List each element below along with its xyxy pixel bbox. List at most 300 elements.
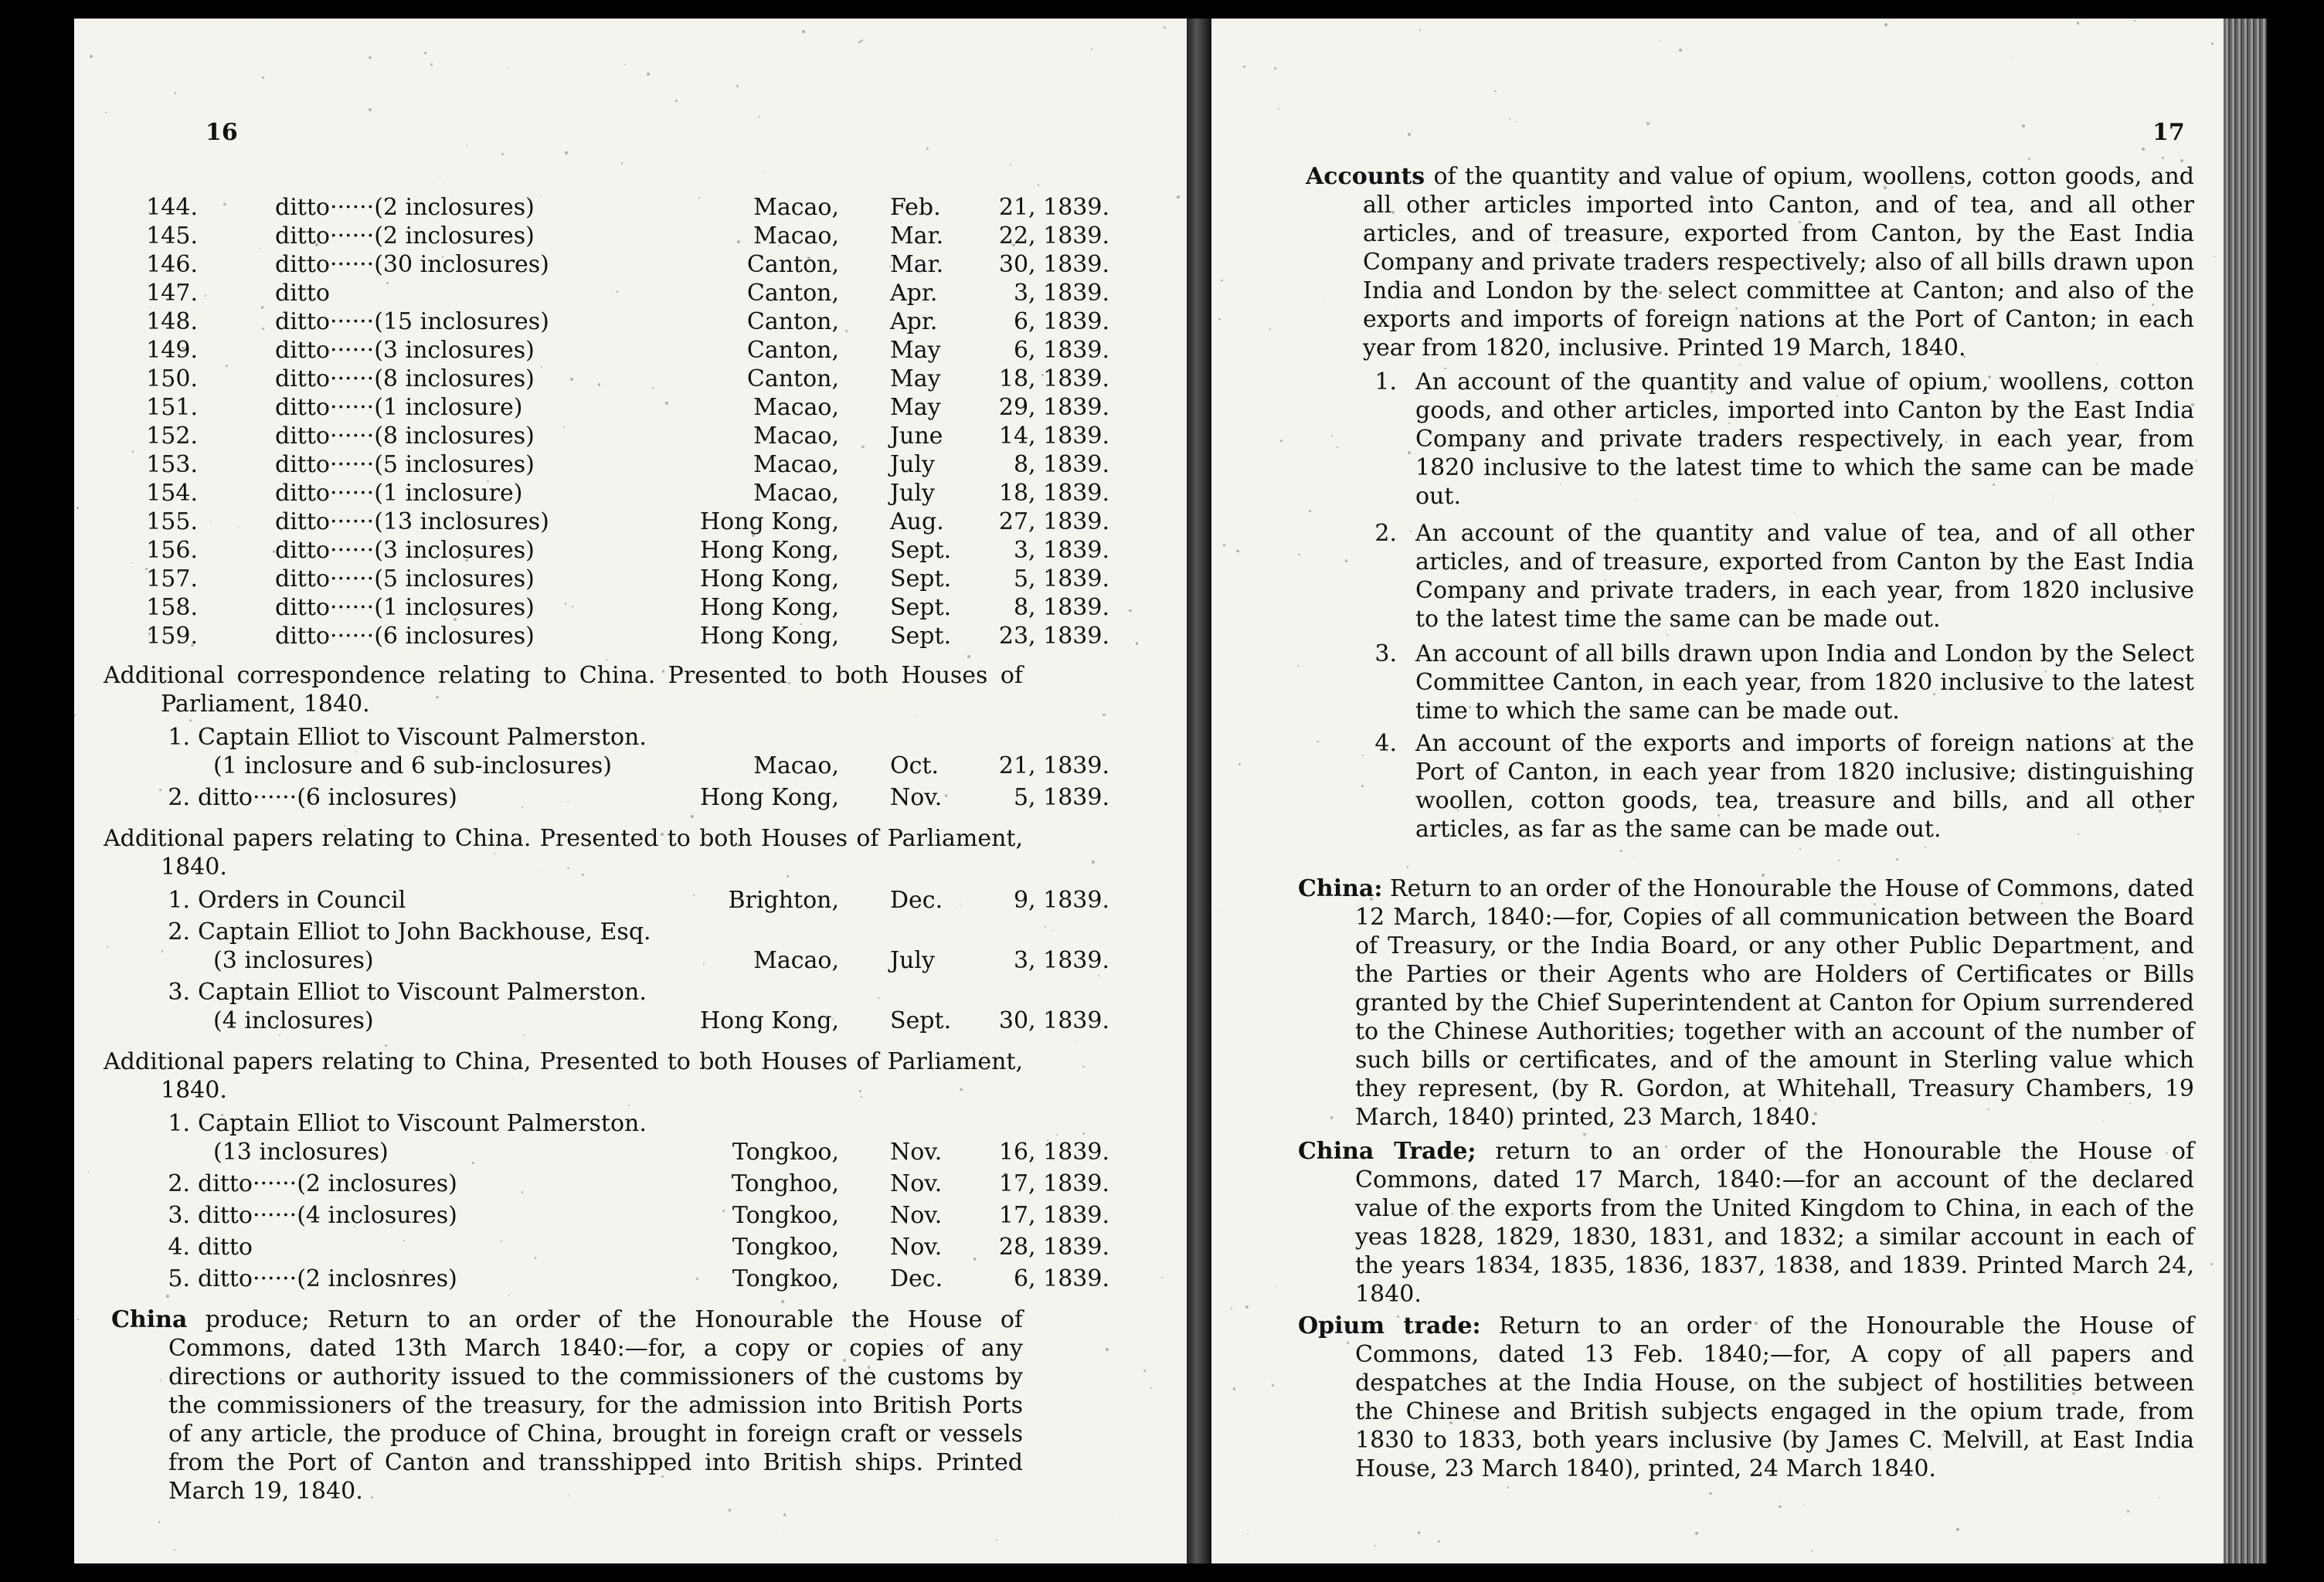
print-speck: [257, 20, 258, 21]
entry-date: 14, 1839.: [998, 423, 1109, 450]
print-speck: [2159, 1497, 2160, 1499]
print-speck: [1515, 121, 1516, 122]
entry-description: ditto······(15 inclosures): [275, 308, 549, 335]
print-speck: [661, 1475, 664, 1478]
account-item-number: 1.: [1374, 368, 1397, 396]
entry-date: 18, 1839.: [998, 365, 1109, 392]
print-speck: [1838, 860, 1840, 861]
print-speck: [1362, 755, 1364, 756]
account-item-text: An account of the quantity and value of opium, woollens, cotton goods, and other articles, imported into Canton by the East India Company and private traders respectively, in each year, from 1820 inclusive to the latest time to which the same can be made out.: [1415, 368, 2194, 510]
entry-description: ditto······(13 inclosures): [275, 508, 549, 535]
entry-month: Feb.: [890, 194, 941, 221]
account-item-number: 2.: [1374, 520, 1397, 547]
print-speck: [2103, 957, 2105, 959]
print-speck: [1164, 26, 1166, 29]
entry-number: 150.: [146, 365, 198, 392]
print-speck: [1317, 741, 1318, 742]
correspondence-entry: [74, 193, 1187, 222]
print-speck: [1739, 364, 1741, 365]
print-speck: [1408, 451, 1411, 454]
print-speck: [1799, 221, 1801, 223]
print-speck: [1018, 1179, 1021, 1182]
accounts-lead: Accounts: [1306, 163, 1425, 190]
print-speck: [1474, 1353, 1475, 1354]
print-speck: [736, 85, 739, 87]
correspondence-entry: [74, 422, 1187, 450]
print-speck: [878, 997, 879, 999]
item-description: (4 inclosures): [213, 1007, 374, 1034]
entry-month: Sept.: [890, 623, 952, 650]
correspondence-entry: [74, 479, 1187, 508]
print-speck: [759, 116, 760, 117]
print-speck: [1280, 440, 1283, 442]
item-place: Hong Kong,: [699, 784, 839, 811]
print-speck: [522, 806, 523, 808]
print-speck: [1163, 980, 1164, 981]
print-speck: [1098, 975, 1099, 976]
print-speck: [2166, 1153, 2167, 1154]
print-speck: [1041, 374, 1044, 376]
print-speck: [1272, 1384, 1274, 1387]
print-speck: [457, 402, 460, 405]
print-speck: [2072, 1392, 2075, 1395]
entry-month: May: [890, 337, 941, 364]
print-speck: [1370, 898, 1373, 901]
print-speck: [1659, 40, 1660, 41]
print-speck: [2210, 1263, 2213, 1265]
print-speck: [783, 1513, 787, 1516]
print-speck: [1779, 1506, 1781, 1508]
entry-place: Hong Kong,: [699, 623, 839, 650]
print-speck: [1709, 1492, 1711, 1495]
entry-month: Apr.: [890, 308, 938, 335]
entry-month: Mar.: [890, 251, 944, 278]
entry-month: Sept.: [890, 537, 952, 564]
print-speck: [1269, 328, 1271, 330]
print-speck: [315, 243, 318, 246]
entry-description: ditto······(6 inclosures): [275, 623, 535, 650]
account-item-1: [1351, 368, 2194, 511]
entry-date: 30, 1839.: [998, 251, 1109, 278]
print-speck: [1092, 861, 1094, 863]
print-speck: [474, 924, 475, 925]
print-speck: [1956, 1528, 1959, 1531]
entry-month: Apr.: [890, 280, 938, 307]
entry-date: 8, 1839.: [1013, 594, 1109, 621]
china-trade-entry: [1298, 1137, 2194, 1309]
account-item-number: 3.: [1374, 640, 1397, 667]
section-heading: [104, 1047, 1023, 1105]
print-speck: [2132, 1182, 2135, 1185]
item-title: Captain Elliot to John Backhouse, Esq.: [198, 918, 651, 945]
print-speck: [1633, 856, 1634, 857]
china-lead: China:: [1298, 875, 1383, 902]
print-speck: [226, 365, 228, 367]
print-speck: [624, 64, 625, 65]
print-speck: [279, 1034, 280, 1036]
entry-date: 3, 1839.: [1013, 537, 1109, 564]
print-speck: [1056, 1134, 1058, 1136]
entry-date: 22, 1839.: [998, 222, 1109, 250]
print-speck: [1998, 229, 2000, 231]
entry-date: 6, 1839.: [1013, 337, 1109, 364]
entry-month: Aug.: [890, 508, 944, 535]
print-speck: [898, 491, 899, 492]
print-speck: [522, 1191, 524, 1193]
print-speck: [1884, 23, 1887, 26]
print-speck: [1951, 186, 1953, 188]
print-speck: [1391, 211, 1395, 214]
print-speck: [1330, 1116, 1334, 1119]
entry-number: 148.: [146, 308, 198, 335]
print-speck: [436, 696, 439, 699]
section-item-row: [74, 886, 1187, 915]
print-speck: [1082, 1132, 1085, 1135]
print-speck: [1217, 911, 1218, 912]
print-speck: [1278, 108, 1279, 110]
item-date: 17, 1839.: [998, 1202, 1109, 1229]
print-speck: [2211, 42, 2214, 45]
print-speck: [1803, 1504, 1804, 1505]
print-speck: [2134, 20, 2135, 22]
print-speck: [1945, 441, 1947, 443]
print-speck: [703, 962, 705, 964]
entry-place: Macao,: [753, 480, 839, 507]
item-date: 16, 1839.: [998, 1139, 1109, 1166]
item-month: Dec.: [890, 1265, 943, 1292]
print-speck: [1711, 390, 1713, 392]
entry-number: 153.: [146, 451, 198, 478]
account-item-number: 4.: [1374, 730, 1397, 757]
print-speck: [1408, 133, 1410, 135]
print-speck: [2053, 495, 2054, 496]
print-speck: [832, 1018, 834, 1020]
print-speck: [1245, 1305, 1249, 1309]
section-item-row: [74, 1265, 1187, 1293]
print-speck: [1411, 1461, 1414, 1465]
section-heading-text: Additional papers relating to China. Presented to both Houses of Parliament, 1840.: [104, 825, 1023, 881]
print-speck: [223, 203, 226, 205]
print-speck: [1640, 555, 1643, 558]
account-item-2: [1351, 519, 2194, 633]
entry-place: Hong Kong,: [699, 565, 839, 592]
print-speck: [1418, 1531, 1420, 1533]
print-speck: [1887, 339, 1888, 340]
print-speck: [1948, 654, 1949, 656]
item-date: 5, 1839.: [1013, 784, 1109, 811]
print-speck: [2159, 810, 2162, 813]
print-speck: [2214, 256, 2215, 257]
print-speck: [2196, 460, 2198, 462]
print-speck: [1788, 531, 1789, 533]
print-speck: [949, 681, 950, 682]
item-number: 1.: [168, 887, 190, 914]
china-trade-lead: China Trade;: [1298, 1138, 1476, 1165]
item-description: (3 inclosures): [213, 947, 374, 974]
print-speck: [256, 768, 257, 769]
section-item-row: [74, 783, 1187, 812]
entry-date: 23, 1839.: [998, 623, 1109, 650]
item-number: 3.: [168, 1202, 190, 1229]
correspondence-entry: [74, 508, 1187, 536]
entry-date: 6, 1839.: [1013, 308, 1109, 335]
print-speck: [661, 833, 663, 835]
print-speck: [1679, 49, 1682, 52]
china-produce-text: produce; Return to an order of the Honourable the House of Commons, dated 13th March 1840:—for, a copy or copies of any directions or authority issued to the commissioners of the customs by the commissioners of the treasury, for the admission into British Ports of any article, the produce of China, brought in foreign craft or vessels from the Port of Canton and transshipped into British ships. Printed March 19, 1840.: [168, 1306, 1023, 1505]
print-speck: [691, 815, 694, 818]
print-speck: [1129, 609, 1132, 613]
item-description: Orders in Council: [198, 887, 406, 914]
print-speck: [1600, 1461, 1603, 1465]
print-speck: [649, 1394, 651, 1396]
print-speck: [788, 682, 790, 684]
print-speck: [1993, 484, 1995, 486]
print-speck: [1967, 1432, 1970, 1435]
item-description: ditto······(6 inclosures): [198, 784, 457, 811]
print-speck: [1233, 1387, 1235, 1390]
entry-place: Macao,: [753, 222, 839, 250]
print-speck: [1231, 1308, 1232, 1309]
print-speck: [781, 1300, 784, 1303]
item-place: Hong Kong,: [699, 1007, 839, 1034]
print-speck: [412, 1383, 415, 1386]
opium-trade-text: Return to an order of the Honourable the House of Commons, dated 13 Feb. 1840;—for, A copy of all papers and despatches at the India House, on the subject of hostilities between the Chinese and British subjects engaged in the opium trade, from 1830 to 1833, both years inclusive (by James C. Melvill, at East India House, 23 March 1840), printed, 24 March 1840.: [1355, 1312, 2194, 1482]
item-date: 9, 1839.: [1013, 887, 1109, 914]
entry-description: ditto······(8 inclosures): [275, 365, 535, 392]
entry-description: ditto: [275, 280, 330, 307]
print-speck: [1143, 1370, 1146, 1372]
print-speck: [332, 1150, 334, 1152]
item-place: Tongkoo,: [732, 1202, 839, 1229]
print-speck: [1361, 785, 1364, 787]
entry-number: 146.: [146, 251, 198, 278]
print-speck: [2045, 670, 2047, 672]
entry-date: 5, 1839.: [1013, 565, 1109, 592]
entry-description: ditto······(3 inclosures): [275, 337, 535, 364]
print-speck: [1930, 1449, 1932, 1451]
print-speck: [77, 1319, 79, 1320]
print-speck: [472, 1162, 474, 1164]
print-speck: [802, 30, 805, 33]
section-heading: [104, 824, 1023, 881]
print-speck: [565, 151, 568, 154]
print-speck: [1695, 1532, 1698, 1535]
correspondence-entry: [74, 593, 1187, 622]
print-speck: [1712, 197, 1714, 199]
print-speck: [565, 603, 566, 604]
item-month: Nov.: [890, 1170, 943, 1197]
print-speck: [1010, 164, 1011, 165]
entry-place: Macao,: [753, 394, 839, 421]
item-number: 2.: [168, 1170, 190, 1197]
china-text: Return to an order of the Honourable the House of Commons, dated 12 March, 1840:—for, Copies of all communication between the Board of Treasury, or the India Board, or any other Public Department, and the Parties or their Agents who are Holders of Certificates or Bills granted by the Chief Superintendent at Canton for Opium surrendered to the Chinese Authorities; together with an account of the number of such bills or certificates, and of the amount in Sterling value which they represent, (by R. Gordon, at Whitehall, Treasury Chambers, 19 March, 1840) printed, 23 March, 1840.: [1355, 875, 2194, 1131]
print-speck: [1938, 1244, 1940, 1245]
item-description: (13 inclosures): [213, 1139, 389, 1166]
print-speck: [729, 1509, 731, 1511]
print-speck: [2191, 403, 2193, 406]
entry-description: ditto······(1 inclosures): [275, 594, 535, 621]
print-speck: [1896, 858, 1898, 861]
print-speck: [973, 1258, 977, 1261]
item-date: 21, 1839.: [998, 752, 1109, 779]
print-speck: [1369, 942, 1371, 944]
print-speck: [1509, 118, 1510, 120]
section-item-row: [74, 1138, 1187, 1166]
section-item-row: [74, 752, 1187, 780]
section-item-row: [74, 1007, 1187, 1035]
print-speck: [570, 378, 573, 381]
entry-description: ditto······(3 inclosures): [275, 537, 535, 564]
print-speck: [464, 471, 467, 474]
print-speck: [175, 92, 176, 93]
correspondence-entry: [74, 279, 1187, 307]
print-speck: [369, 108, 372, 111]
print-speck: [248, 765, 250, 766]
print-speck: [858, 41, 861, 43]
item-date: 6, 1839.: [1013, 1265, 1109, 1292]
print-speck: [1779, 1099, 1781, 1102]
entry-date: 18, 1839.: [998, 480, 1109, 507]
opium-trade-entry: [1298, 1312, 2194, 1483]
item-date: 3, 1839.: [1013, 947, 1109, 974]
print-speck: [1646, 122, 1650, 125]
print-speck: [1331, 435, 1333, 436]
item-month: Oct.: [890, 752, 939, 779]
print-speck: [166, 1295, 169, 1298]
entry-month: Mar.: [890, 222, 944, 250]
print-speck: [1397, 1316, 1399, 1318]
item-place: Tongkoo,: [732, 1234, 839, 1261]
print-speck: [1082, 1066, 1084, 1068]
china-entry: [1298, 874, 2194, 1132]
print-speck: [1507, 260, 1509, 262]
print-speck: [741, 630, 744, 633]
entry-number: 151.: [146, 394, 198, 421]
print-speck: [1238, 763, 1241, 766]
item-date: 17, 1839.: [998, 1170, 1109, 1197]
entry-month: Sept.: [890, 565, 952, 592]
account-item-text: An account of the quantity and value of tea, and of all other articles, and of treasure, exported from Canton by the East India Company and private traders, in each year, from 1820 inclusive to the latest time the same can be made out.: [1415, 520, 2194, 633]
print-speck: [213, 1244, 215, 1245]
print-speck: [1218, 318, 1220, 320]
entry-number: 158.: [146, 594, 198, 621]
entry-date: 29, 1839.: [998, 394, 1109, 421]
item-date: 28, 1839.: [998, 1234, 1109, 1261]
print-speck: [90, 55, 93, 58]
print-speck: [1407, 866, 1409, 868]
item-number: 1.: [168, 1110, 190, 1137]
print-speck: [1755, 1322, 1758, 1325]
entry-date: 27, 1839.: [998, 508, 1109, 535]
print-speck: [2095, 675, 2097, 677]
entry-month: Sept.: [890, 594, 952, 621]
entry-month: July: [890, 451, 935, 478]
entry-number: 145.: [146, 222, 198, 250]
item-month: Dec.: [890, 887, 943, 914]
print-speck: [1069, 897, 1071, 898]
print-speck: [1438, 1540, 1440, 1543]
print-speck: [189, 719, 192, 721]
print-speck: [1762, 874, 1765, 877]
print-speck: [1103, 714, 1105, 716]
entry-place: Hong Kong,: [699, 537, 839, 564]
print-speck: [1271, 1377, 1272, 1378]
print-speck: [1794, 512, 1796, 514]
print-speck: [221, 1114, 223, 1116]
accounts-entry: [1306, 162, 2194, 362]
print-speck: [868, 1366, 870, 1368]
print-speck: [403, 1270, 405, 1272]
print-speck: [2096, 363, 2097, 364]
print-speck: [74, 715, 76, 716]
section-item-row: [74, 1201, 1187, 1230]
print-speck: [2112, 737, 2114, 739]
entry-date: 8, 1839.: [1013, 451, 1109, 478]
item-number: 4.: [168, 1234, 190, 1261]
print-speck: [314, 925, 316, 927]
correspondence-entry: [74, 336, 1187, 365]
entry-description: ditto······(1 inclosure): [275, 480, 523, 507]
correspondence-entry: [74, 307, 1187, 336]
print-speck: [1012, 243, 1014, 246]
print-speck: [2127, 1510, 2129, 1512]
print-speck: [174, 1549, 175, 1550]
print-speck: [1494, 90, 1496, 92]
entry-place: Macao,: [753, 423, 839, 450]
account-item-4: [1351, 729, 2194, 844]
print-speck: [391, 1226, 392, 1227]
right-page: [1211, 19, 2224, 1563]
print-speck: [1799, 848, 1800, 849]
print-speck: [1635, 477, 1636, 479]
print-speck: [675, 100, 678, 102]
entry-number: 147.: [146, 280, 198, 307]
print-speck: [508, 68, 510, 70]
print-speck: [1884, 186, 1886, 188]
item-title: Captain Elliot to Viscount Palmerston.: [198, 1110, 647, 1137]
item-description: ditto······(2 inclosures): [198, 1170, 457, 1197]
entry-number: 159.: [146, 623, 198, 650]
entry-place: Canton,: [746, 337, 839, 364]
print-speck: [2162, 157, 2164, 159]
print-speck: [1673, 1007, 1674, 1008]
print-speck: [403, 1240, 405, 1241]
entry-place: Hong Kong,: [699, 594, 839, 621]
print-speck: [1814, 1112, 1816, 1115]
entry-description: ditto······(8 inclosures): [275, 423, 535, 450]
correspondence-entry: [74, 393, 1187, 422]
print-speck: [535, 1257, 537, 1259]
item-place: Tongkoo,: [732, 1265, 839, 1292]
print-speck: [2103, 218, 2104, 219]
print-speck: [759, 685, 760, 687]
print-speck: [1274, 67, 1276, 70]
print-speck: [158, 1521, 160, 1523]
print-speck: [1236, 550, 1238, 552]
print-speck: [145, 568, 147, 569]
china-produce-lead: China: [111, 1306, 188, 1333]
entry-month: May: [890, 394, 941, 421]
print-speck: [665, 402, 668, 405]
left-page: [74, 19, 1187, 1563]
entry-description: ditto······(2 inclosures): [275, 222, 535, 250]
print-speck: [1395, 282, 1398, 285]
print-speck: [737, 240, 740, 243]
account-item-3: [1351, 640, 2194, 725]
item-number: 3.: [168, 979, 190, 1006]
print-speck: [1150, 1387, 1152, 1389]
print-speck: [1811, 1550, 1813, 1552]
